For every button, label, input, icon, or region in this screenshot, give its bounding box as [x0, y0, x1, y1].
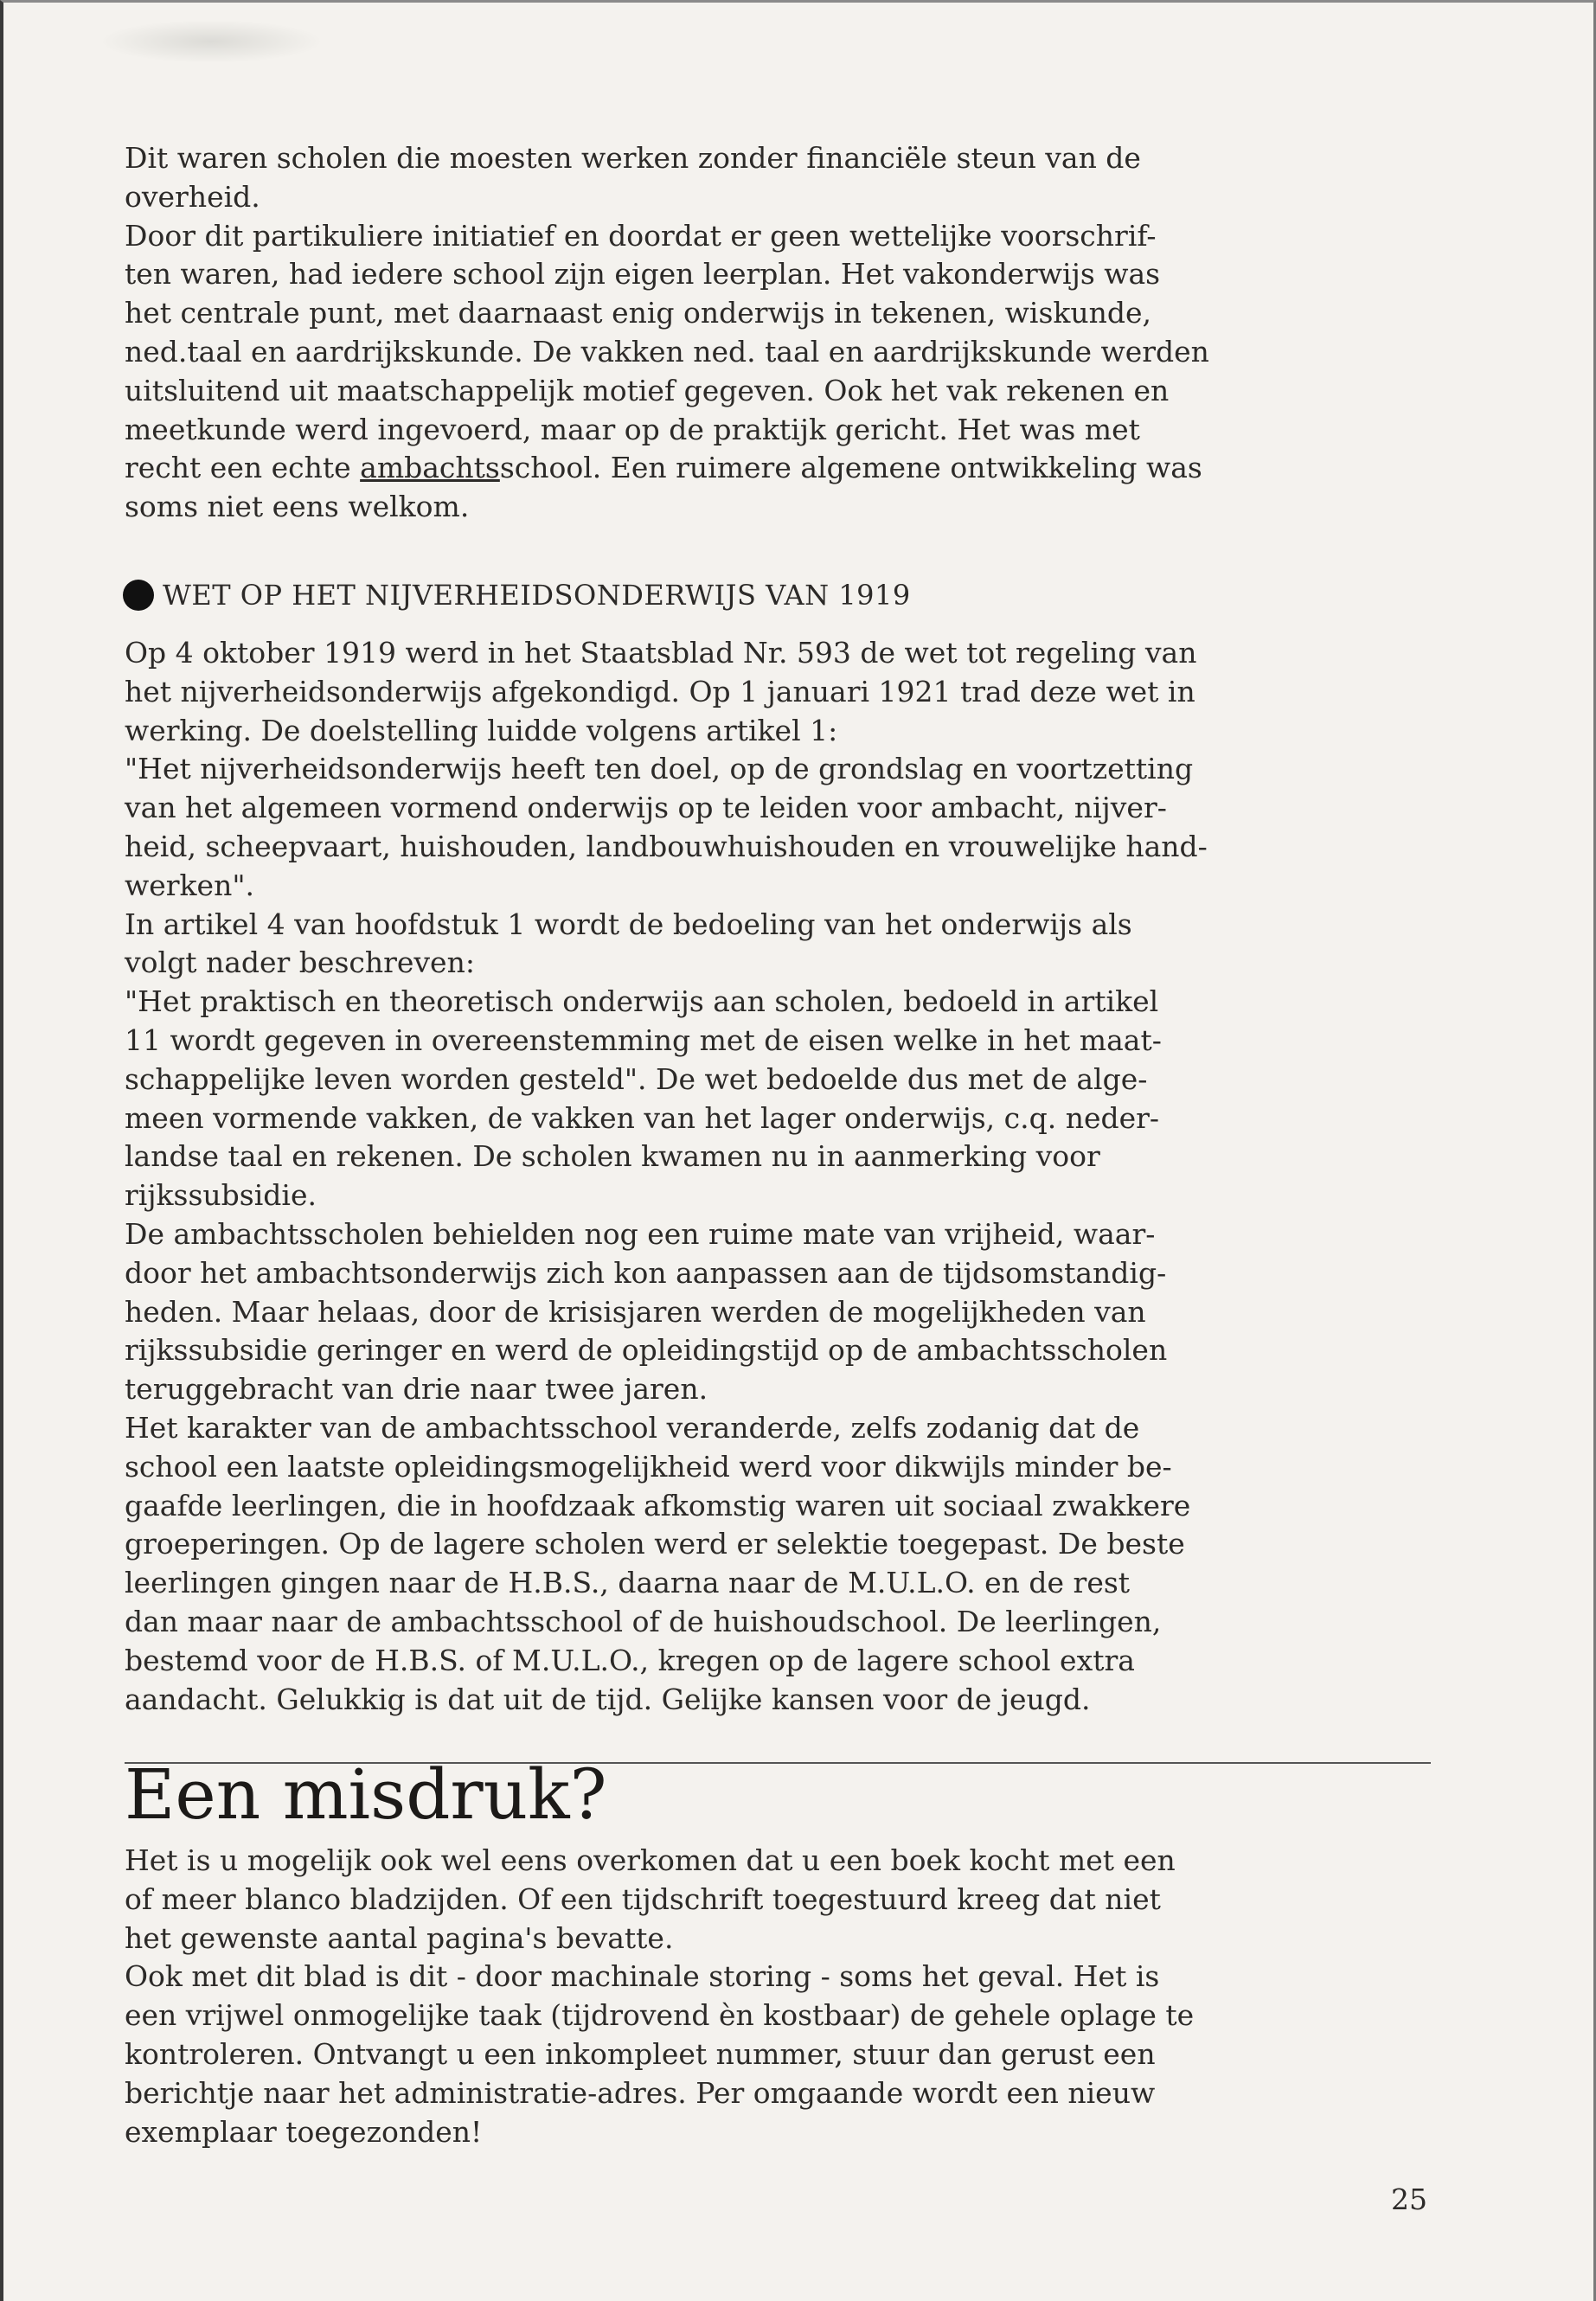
text-line: door het ambachtsonderwijs zich kon aanpassen aan de tijdsomstandig- [125, 1255, 1167, 1290]
text-line: soms niet eens welkom. [125, 490, 470, 524]
text-line: leerlingen gingen naar de H.B.S., daarna naar de M.U.L.O. en de rest [125, 1566, 1131, 1600]
text-line: landse taal en rekenen. De scholen kwamen nu in aanmerking voor [125, 1139, 1100, 1174]
text-line: rijkssubsidie geringer en werd de opleidingstijd op de ambachtsscholen [125, 1333, 1168, 1368]
text-line: aandacht. Gelukkig is dat uit de tijd. Gelijke kansen voor de jeugd. [125, 1682, 1091, 1716]
text-line: berichtje naar het administratie-adres. Per omgaande wordt een nieuw [125, 2075, 1156, 2110]
text-line: school een laatste opleidingsmogelijkheid werd voor dikwijls minder be- [125, 1449, 1172, 1484]
text-line: exemplaar toegezonden! [125, 2114, 483, 2149]
page-number: 25 [1391, 2182, 1427, 2216]
text-line: Dit waren scholen die moesten werken zonder financiële steun van de [125, 141, 1141, 175]
text-line: heid, scheepvaart, huishouden, landbouwhuishouden en vrouwelijke hand- [125, 829, 1208, 863]
text-line: bestemd voor de H.B.S. of M.U.L.O., kregen op de lagere school extra [125, 1643, 1135, 1677]
text-line: Ook met dit blad is dit - door machinale storing - soms het geval. Het is [125, 1959, 1160, 1994]
section-heading-text: WET OP HET NIJVERHEIDSONDERWIJS VAN 1919 [163, 579, 911, 612]
text-line: groeperingen. Op de lagere scholen werd er selektie toegepast. De beste [125, 1527, 1185, 1561]
text-line: volgt nader beschreven: [125, 945, 475, 980]
text-line: ten waren, had iedere school zijn eigen leerplan. Het vakonderwijs was [125, 257, 1161, 292]
text-before: recht een echte [125, 451, 361, 485]
text-line: overheid. [125, 179, 260, 214]
text-line: dan maar naar de ambachtsschool of de huishoudschool. De leerlingen, [125, 1604, 1162, 1638]
section-heading-wet-1919 [157, 579, 911, 612]
text-line: rijkssubsidie. [125, 1178, 317, 1213]
text-line: schappelijke leven worden gesteld". De wet bedoelde dus met de alge- [125, 1061, 1148, 1096]
text-line: heden. Maar helaas, door de krisisjaren werden de mogelijkheden van [125, 1294, 1146, 1329]
text-line: "Het praktisch en theoretisch onderwijs aan scholen, bedoeld in artikel [125, 984, 1159, 1019]
text-line-underlined [125, 449, 1448, 488]
text-line: Het karakter van de ambachtsschool veranderde, zelfs zodanig dat de [125, 1410, 1140, 1445]
text-line: 11 wordt gegeven in overeenstemming met de eisen welke in het maat- [125, 1022, 1162, 1057]
text-line: het gewenste aantal pagina's bevatte. [125, 1920, 674, 1955]
text-line: "Het nijverheidsonderwijs heeft ten doel, op de grondslag en voortzetting [125, 752, 1194, 786]
underlined-word: ambachts [360, 451, 500, 485]
text-line: De ambachtsscholen behielden nog een ruime mate van vrijheid, waar- [125, 1216, 1156, 1251]
bullet-icon [123, 580, 154, 611]
text-line: Op 4 oktober 1919 werd in het Staatsblad Nr. 593 de wet tot regeling van [125, 636, 1197, 670]
text-line: gaafde leerlingen, die in hoofdzaak afkomstig waren uit sociaal zwakkere [125, 1488, 1191, 1522]
text-line: een vrijwel onmogelijke taak (tijdrovend èn kostbaar) de gehele oplage te [125, 1998, 1195, 2033]
intro-paragraph [125, 139, 1448, 527]
text-line: Het is u mogelijk ook wel eens overkomen dat u een boek kocht met een [125, 1843, 1176, 1877]
text-line: Door dit partikuliere initiatief en doordat er geen wettelijke voorschrif- [125, 218, 1157, 253]
text-line: werking. De doelstelling luidde volgens artikel 1: [125, 713, 838, 747]
text-line: het nijverheidsonderwijs afgekondigd. Op 1 januari 1921 trad deze wet in [125, 674, 1195, 708]
text-line: of meer blanco bladzijden. Of een tijdschrift toegestuurd kreeg dat niet [125, 1881, 1161, 1916]
text-after: school. Een ruimere algemene ontwikkeling was [499, 451, 1202, 485]
section-body-misdruk [125, 1842, 1448, 2151]
text-line: uitsluitend uit maatschappelijk motief gegeven. Ook het vak rekenen en [125, 373, 1170, 407]
text-line: In artikel 4 van hoofdstuk 1 wordt de bedoeling van het onderwijs als [125, 907, 1132, 941]
text-line: van het algemeen vormend onderwijs op te leiden voor ambacht, nijver- [125, 791, 1167, 825]
text-line: meen vormende vakken, de vakken van het lager onderwijs, c.q. neder- [125, 1100, 1160, 1135]
text-line: kontroleren. Ontvangt u een inkompleet nummer, stuur dan gerust een [125, 2036, 1156, 2071]
section-heading-misdruk: Een misdruk? [125, 1754, 607, 1835]
text-line: teruggebracht van drie naar twee jaren. [125, 1372, 708, 1407]
section-body-wet-1919 [125, 634, 1448, 1719]
print-smudge [99, 20, 324, 63]
text-line: meetkunde werd ingevoerd, maar op de praktijk gericht. Het was met [125, 412, 1140, 446]
text-line: ned.taal en aardrijkskunde. De vakken ned. taal en aardrijkskunde werden [125, 334, 1209, 369]
text-line: werken". [125, 868, 254, 902]
text-line: het centrale punt, met daarnaast enig onderwijs in tekenen, wiskunde, [125, 296, 1152, 330]
